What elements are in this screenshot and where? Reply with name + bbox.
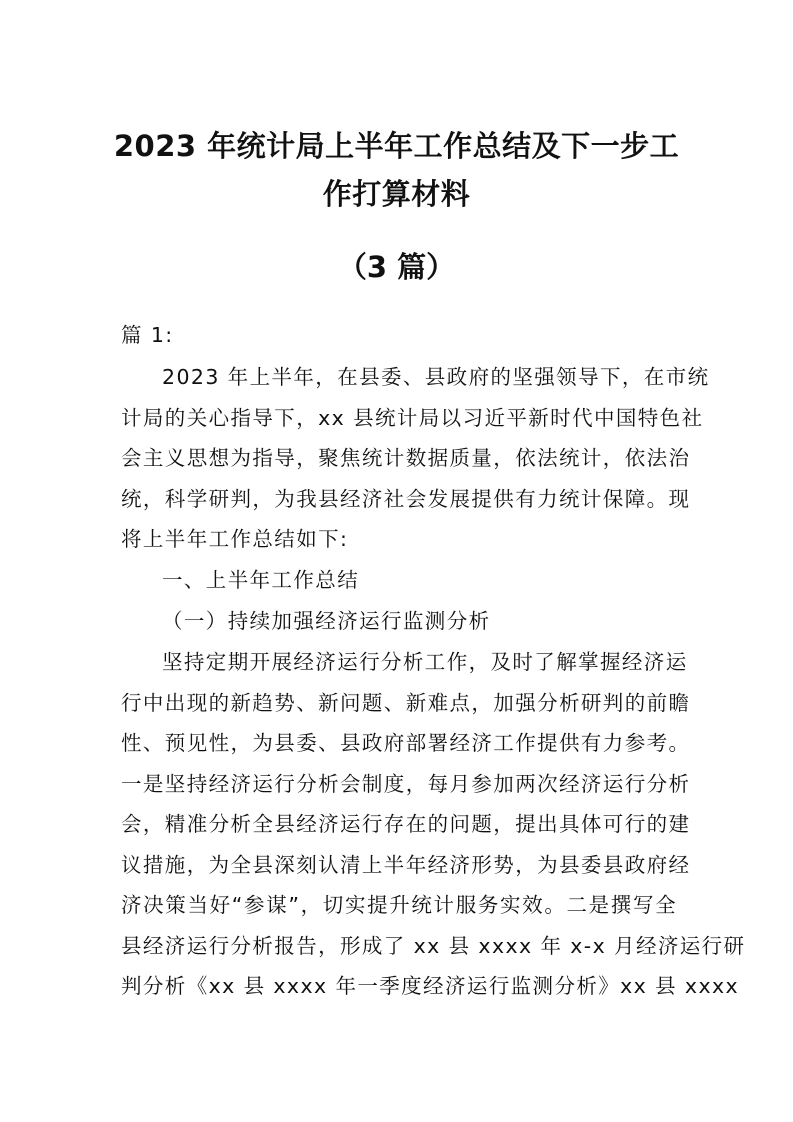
paragraph-line: 会主义思想为指导，聚焦统计数据质量，依法统计，依法治 [121, 446, 691, 470]
paragraph-line: 济决策当好“参谋”，切实提升统计服务实效。二是撰写全 [121, 893, 677, 917]
paragraph-line: 性、预见性，为县委、县政府部署经济工作提供有力参考。 [121, 731, 691, 755]
document-subtitle: （3 篇） [337, 250, 456, 284]
subsection-heading-1: （一）持续加强经济运行监测分析 [162, 609, 491, 633]
paragraph-line: 议措施，为全县深刻认清上半年经济形势，为县委县政府经 [121, 852, 691, 877]
section-label: 篇 1: [121, 323, 174, 347]
paragraph-line: 2023 年上半年，在县委、县政府的坚强领导下，在市统 [162, 365, 710, 389]
paragraph-line: 将上半年工作总结如下: [121, 527, 349, 551]
paragraph-line: 一是坚持经济运行分析会制度，每月参加两次经济运行分析 [121, 771, 691, 796]
paragraph-line: 会，精准分析全县经济运行存在的问题，提出具体可行的建 [121, 812, 691, 836]
paragraph-line: 县经济运行分析报告，形成了 xx 县 xxxx 年 x-x 月经济运行研 [121, 933, 746, 958]
paragraph-line: 统，科学研判，为我县经济社会发展提供有力统计保障。现 [121, 486, 691, 511]
paragraph-line: 计局的关心指导下，xx 县统计局以习近平新时代中国特色社 [121, 405, 704, 430]
document-title-line-2: 作打算材料 [322, 177, 471, 211]
document-title-line-1: 2023 年统计局上半年工作总结及下一步工 [113, 129, 680, 163]
paragraph-line: 行中出现的新趋势、新问题、新难点，加强分析研判的前瞻 [121, 690, 691, 715]
section-heading-1: 一、上半年工作总结 [162, 568, 360, 592]
paragraph-monitoring [121, 642, 746, 1007]
paragraph-line: 坚持定期开展经济运行分析工作，及时了解掌握经济运 [162, 650, 688, 674]
paragraph-line: 判分析《xx 县 xxxx 年一季度经济运行监测分析》xx 县 xxxx [121, 974, 740, 998]
paragraph-intro [121, 357, 710, 560]
